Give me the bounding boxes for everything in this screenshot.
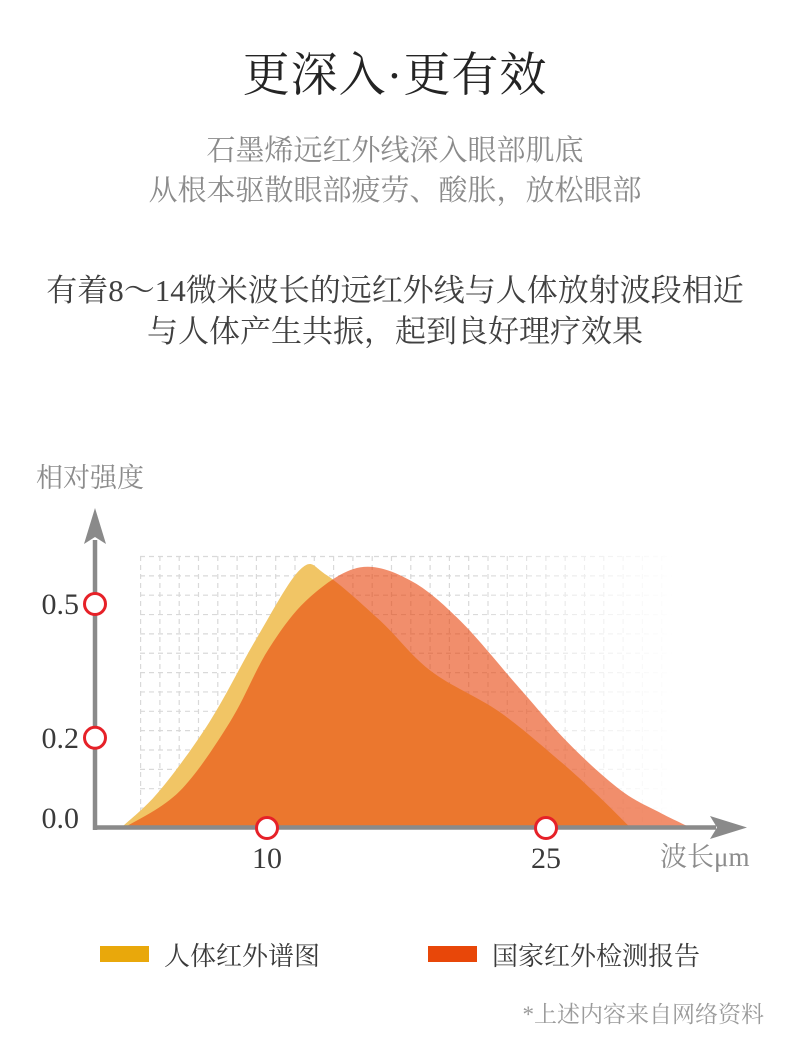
body-line-2: 与人体产生共振，起到良好理疗效果 bbox=[147, 314, 643, 349]
legend-swatch-orange bbox=[428, 946, 477, 962]
legend-item-national-report bbox=[428, 938, 700, 970]
footer-note: *上述内容来自网络资料 bbox=[522, 1002, 764, 1027]
legend-label: 国家红外检测报告 bbox=[492, 941, 701, 971]
svg-text:10: 10 bbox=[252, 842, 282, 875]
svg-text:25: 25 bbox=[531, 842, 561, 875]
legend-label: 人体红外谱图 bbox=[164, 941, 321, 971]
subtitle-line-1: 石墨烯远红外线深入眼部肌底 bbox=[206, 135, 584, 167]
svg-text:0.0: 0.0 bbox=[41, 802, 79, 835]
subtitle-line-2: 从根本驱散眼部疲劳、酸胀，放松眼部 bbox=[148, 175, 642, 207]
svg-text:0.5: 0.5 bbox=[41, 588, 79, 621]
svg-text:0.2: 0.2 bbox=[41, 721, 79, 755]
x-axis-title: 波长μm bbox=[660, 842, 750, 872]
y-axis-arrow-icon bbox=[84, 508, 106, 544]
body-line-1: 有着8～14微米波长的远红外线与人体放射波段相近 bbox=[46, 273, 744, 308]
page-title: 更深入·更有效 bbox=[242, 50, 548, 102]
area-national-infrared-report bbox=[126, 567, 690, 827]
legend-swatch-yellow bbox=[100, 946, 149, 962]
legend-item-human-infrared bbox=[100, 938, 320, 970]
y-axis-title: 相对强度 bbox=[36, 463, 144, 493]
